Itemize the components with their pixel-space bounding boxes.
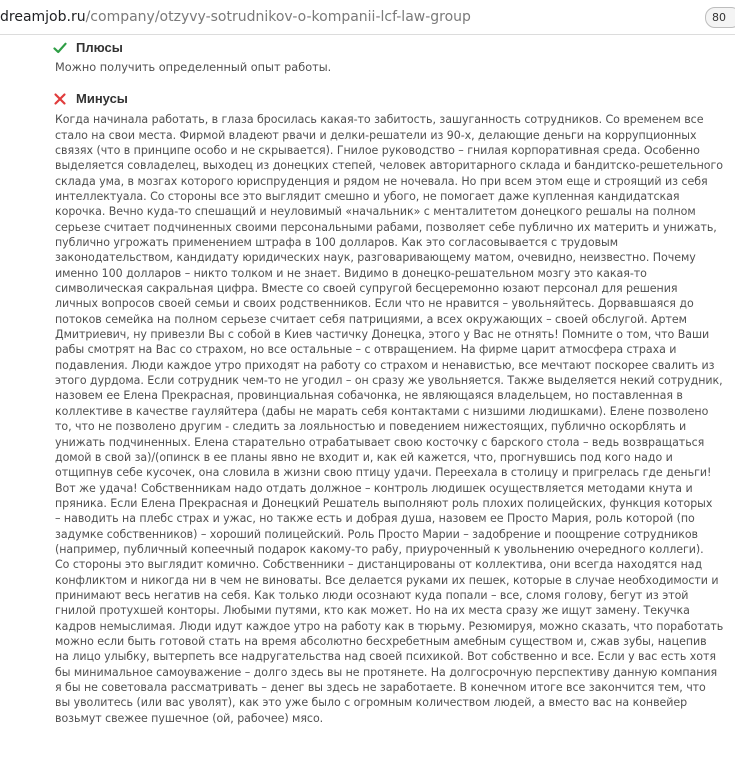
cons-text-line: Со стороны это выглядит комично. Собственники – дистанцированы от коллектива, они всегда находятся над xyxy=(55,558,703,572)
cons-text-line: стало на свои места. Фирмой владеют рвачи и делки-решатели из 90-х, делающие деньги на коррупционных xyxy=(55,128,697,142)
cons-text-line: то, что не позволено другим - следить за лояльностью и поведением нижестоящих, публично оскорблять и xyxy=(55,420,687,434)
cons-text-line: возьмут свежее пушечное (ой, рабочее) мясо. xyxy=(55,711,324,725)
cons-text-line: пряника. Если Елена Прекрасная и Донецкий Решатель выполняют роль плохих полицейских, функция которых xyxy=(55,496,713,510)
cons-text-line: вы уволитесь (или вас уволят), как это уже было с огромным количеством людей, а вместо вас на конвейер xyxy=(55,696,688,710)
cons-text-line: (например, публичный копеечный подарок какому-то рабу, приуроченный к увольнению очередного коллеги). xyxy=(55,542,704,556)
cons-text-line: подавления. Люди каждое утро приходят на работу со страхом и ненавистью, все мечтают поскорее свалить из xyxy=(55,358,715,372)
cons-text-line: можно если быть готовой стать на время абсолютно бесхребетным амебным существом и, сжав зубы, нацепив xyxy=(55,634,707,648)
address-bar[interactable] xyxy=(0,0,735,35)
cons-text-line: Дмитриевич, ну привезли Вы с собой в Киев частичку Донецка, этого у Вас не отнять! Помните о том, что Ваши xyxy=(55,328,710,342)
cons-text xyxy=(55,112,724,726)
cross-icon xyxy=(53,92,67,106)
cons-text-line: я бы не советовала рассматривать – денег вы здесь не заработаете. В конечном итоге все закончится тем, что xyxy=(55,681,706,695)
cons-text-line: выделяется совладелец, выходец из донецких степей, человек авторитарного склада и бандитско-решетельного xyxy=(55,159,723,173)
pros-text: Можно получить определенный опыт работы. xyxy=(55,61,332,74)
cons-text-line: личных вопросов своей семьи и своих родственников. Если что не нравится – увольняйтесь. Дорвавшаяся до xyxy=(55,297,694,311)
cons-text-line: этого дурдома. Если сотрудник чем-то не угодил – он сразу же увольняется. Также выделяется некий сотрудник, xyxy=(55,374,723,388)
cons-text-line: публично угрожать применением штрафа в 100 долларов. Как это согласовывается с трудовым xyxy=(55,236,619,250)
check-icon xyxy=(53,41,67,55)
cons-text-line: склада ума, в мозгах которого юриспруденция и рядом не ночевала. Но при всем этом еще и строящий из себя xyxy=(55,174,708,188)
cons-text-line: Вот же удача! Собственникам надо отдать должное – контроль людишек осуществляется методами кнута и xyxy=(55,481,693,495)
cons-text-line: отщипнув себе кусочек, она словила в жизни свою птицу удачи. Переехала в столицу и пригрелась где деньги! xyxy=(55,466,712,480)
cons-text-line: символическая сакральная цифра. Вместе со своей супругой бесцеремонно юзают персонал для решения xyxy=(55,282,678,296)
url-domain: dreamjob.ru xyxy=(0,9,86,25)
review-content xyxy=(55,38,724,726)
url-path: /company/otzyvy-sotrudnikov-o-kompanii-lcf-law-group xyxy=(85,9,471,25)
cons-text-line: унижать подчиненных. Елена старательно отрабатывает свою косточку с барского стола – ведь возвращаться xyxy=(55,435,705,449)
cons-text-line: – наводить на плебс страх и ужас, но также есть и добрая душа, назовем ее Просто Мария, роль которой (по xyxy=(55,512,695,526)
cons-text-line: связях (что в принципе особо и не скрывается). Гнилое руководство – гнилая корпоративная среда. Особенно xyxy=(55,143,700,157)
cons-text-line: корочка. Вечно куда-то спешащий и неуловимый «начальник» с менталитетом донецкого решалы на полном xyxy=(55,205,696,219)
cons-text-line: законодательством, кандидату юридических наук, разговаривающему матом, очевидно, неизвестно. Почему xyxy=(55,251,696,265)
cons-text-line: назовем ее Елена Прекрасная, провинциальная собачонка, не являющаяся владельцем, но поставленная в xyxy=(55,389,683,403)
cons-text-line: бы минимальное самоуважение – долго здесь вы не протянете. На долгосрочную перспективу данную компания xyxy=(55,665,718,679)
cons-text-line: принимают весь негатив на себя. Как только люди осознают куда попали – все, сломя голову, бегут из этой xyxy=(55,588,689,602)
cons-text-line: Когда начинала работать, в глаза бросилась какая-то забитость, зашуганность сотрудников. Со временем все xyxy=(55,113,704,127)
cons-text-line: домой в свой за)/(опинск в ее планы явно не входит и, как ей кажется, что, прогнувшись под кого надо и xyxy=(55,450,673,464)
cons-text-line: потоков семейка на полном серьезе считает себя патрициями, а всех окружающих – своей обслугой. Артем xyxy=(55,312,687,326)
cons-text-line: задумке собственников) – хороший полицейский. Роль Просто Марии – задобрение и поощрение сотрудников xyxy=(55,527,699,541)
cons-text-line: конфликтом и никогда ни в чем не виноваты. Все делается руками их пешек, которые в случае необходимости и xyxy=(55,573,719,587)
cons-title: Минусы xyxy=(76,91,128,107)
cons-text-line: коллективе в качестве гауляйтера (дабы не марать себя контактами с низшими людишками). Елене позволено xyxy=(55,404,709,418)
cons-heading xyxy=(55,89,715,109)
cons-text-line: интеллектуала. Со стороны все это выглядит смешно и убого, не помогает даже купленная кандидатская xyxy=(55,190,680,204)
pros-title: Плюсы xyxy=(76,40,123,55)
zoom-indicator[interactable]: 80 xyxy=(705,7,735,28)
url-text[interactable] xyxy=(0,9,471,26)
cons-text-line: именно 100 долларов – никто толком и не знает. Видимо в донецко-решательном мозгу это какая-то xyxy=(55,266,647,280)
cons-text-line: рабы смотрят на Вас со страхом, но все остальные – с отвращением. На фирме царит атмосфера страха и xyxy=(55,343,677,357)
cons-text-line: гнилой протухшей конторы. Любыми путями, кто как может. Но на их места сразу же ищут замену. Текучка xyxy=(55,604,690,618)
cons-text-line: кадров немыслимая. Люди идут каждое утро на работу как в тюрьму. Резюмируя, можно сказать, что поработать xyxy=(55,619,724,633)
cons-text-line: серьезе считает подчиненных своими персональными рабами, позволяет себе публично их материть и унижать, xyxy=(55,220,717,234)
pros-heading xyxy=(55,38,715,58)
cons-text-line: на лицо улыбку, вытерпеть все надругательства над своей психикой. Вот собственно и все. Если у вас есть хотя xyxy=(55,650,716,664)
